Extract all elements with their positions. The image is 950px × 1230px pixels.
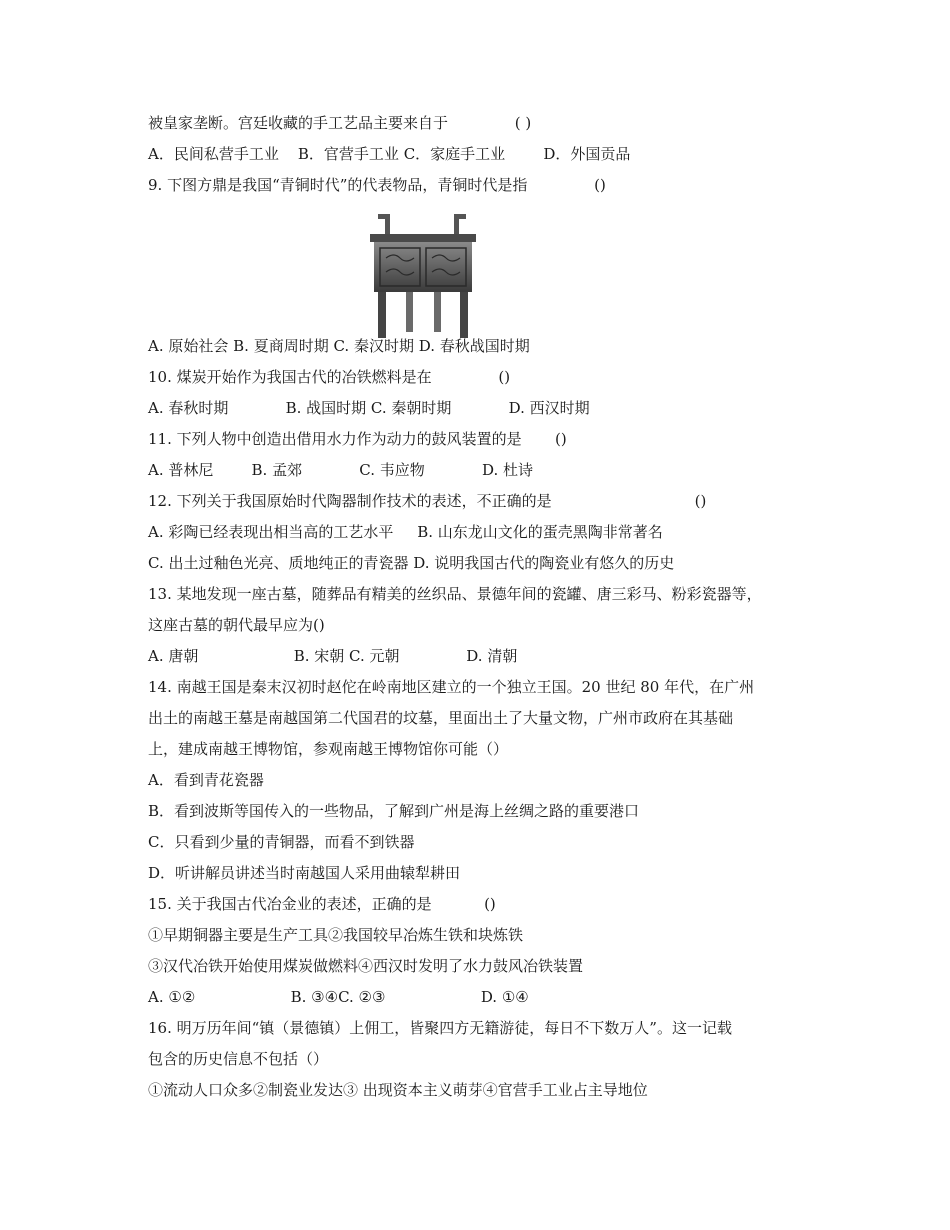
q15-options: A. ①② B. ③④C. ②③ D. ①④ xyxy=(148,988,529,1006)
q12-options-cd: C. 出土过釉色光亮、质地纯正的青瓷器 D. 说明我国古代的陶瓷业有悠久的历史 xyxy=(148,554,675,572)
q13-stem-cont: 这座古墓的朝代最早应为() xyxy=(148,616,325,634)
q15-statements-1: ①早期铜器主要是生产工具②我国较早冶炼生铁和块炼铁 xyxy=(148,926,524,944)
q11-options: A. 普林尼 B. 孟郊 C. 韦应物 D. 杜诗 xyxy=(148,461,534,479)
q13-stem: 13. 某地发现一座古墓，随葬品有精美的丝织品、景德年间的瓷罐、唐三彩马、粉彩瓷器等， xyxy=(148,585,762,603)
q14-option-b: B．看到波斯等国传入的一些物品，了解到广州是海上丝绸之路的重要港口 xyxy=(148,802,640,820)
q16-stem: 16. 明万历年间“镇（景德镇）上佣工，皆聚四方无籍游徒，每日不下数万人”。这一记载 xyxy=(148,1019,732,1037)
q13-options: A. 唐朝 B. 宋朝 C. 元朝 D. 清朝 xyxy=(148,647,518,665)
q12-stem: 12. 下列关于我国原始时代陶器制作技术的表述，不正确的是 () xyxy=(148,492,707,510)
q14-option-c: C．只看到少量的青铜器，而看不到铁器 xyxy=(148,833,415,851)
q14-option-d: D．听讲解员讲述当时南越国人采用曲辕犁耕田 xyxy=(148,864,461,882)
q14-stem: 14. 南越王国是秦末汉初时赵佗在岭南地区建立的一个独立王国。20 世纪 80 年代，在广州 xyxy=(148,678,755,696)
q10-options: A. 春秋时期 B. 战国时期 C. 秦朝时期 D. 西汉时期 xyxy=(148,399,590,417)
q12-options-ab: A. 彩陶已经表现出相当高的工艺水平 B. 山东龙山文化的蛋壳黑陶非常著名 xyxy=(148,523,663,541)
q9-options: A. 原始社会 B. 夏商周时期 C. 秦汉时期 D. 春秋战国时期 xyxy=(148,337,530,355)
q8-options: A．民间私营手工业 B．官营手工业 C．家庭手工业 D．外国贡品 xyxy=(148,145,631,163)
q15-statements-2: ③汉代冶铁开始使用煤炭做燃料④西汉时发明了水力鼓风冶铁装置 xyxy=(148,957,584,975)
q16-stem-cont: 包含的历史信息不包括（） xyxy=(148,1050,329,1068)
q14-stem-cont-1: 出土的南越王墓是南越国第二代国君的坟墓，里面出土了大量文物，广州市政府在其基础 xyxy=(148,709,734,727)
q16-statements: ①流动人口众多②制瓷业发达③ 出现资本主义萌芽④官营手工业占主导地位 xyxy=(148,1081,648,1099)
q14-option-a: A．看到青花瓷器 xyxy=(148,771,264,789)
q11-stem: 11. 下列人物中创造出借用水力作为动力的鼓风装置的是 () xyxy=(148,430,567,448)
bronze-ding-illustration xyxy=(366,212,480,350)
q8-stem-end: 被皇家垄断。宫廷收藏的手工艺品主要来自于 ( ) xyxy=(148,114,532,132)
q10-stem: 10. 煤炭开始作为我国古代的冶铁燃料是在 () xyxy=(148,368,511,386)
q15-stem: 15. 关于我国古代冶金业的表述，正确的是 () xyxy=(148,895,496,913)
q9-stem: 9. 下图方鼎是我国“青铜时代”的代表物品，青铜时代是指 () xyxy=(148,176,606,194)
q14-stem-cont-2: 上，建成南越王博物馆，参观南越王博物馆你可能（） xyxy=(148,740,509,758)
